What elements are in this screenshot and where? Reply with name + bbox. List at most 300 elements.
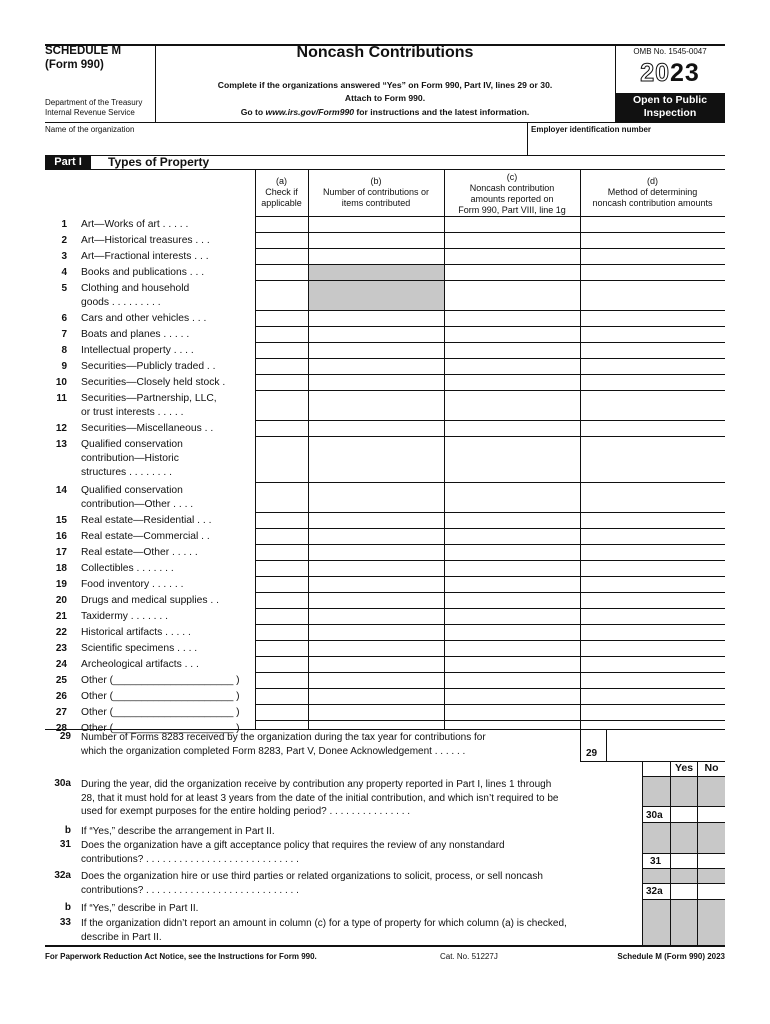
col-d-letter: (d): [647, 176, 658, 186]
check-cell[interactable]: [256, 359, 308, 374]
row-label-line: Historical artifacts . . . . .: [81, 627, 191, 638]
row-label-line: Intellectual property . . . .: [81, 345, 194, 356]
row-label: [81, 360, 253, 374]
q33-line-1: If the organization didn’t report an amount in column (c) for a type of property for which column (a) is checked,: [81, 918, 567, 929]
row-label-line: Food inventory . . . . . .: [81, 579, 184, 590]
row-number: 22: [55, 627, 67, 638]
check-cell[interactable]: [256, 561, 308, 576]
count-cell[interactable]: [309, 577, 444, 592]
amount-cell[interactable]: [445, 421, 580, 436]
q31-yes-box[interactable]: [671, 854, 697, 868]
check-cell[interactable]: [256, 327, 308, 342]
tax-year: [615, 59, 725, 88]
row-label-line: Scientific specimens . . . .: [81, 643, 198, 654]
row-number: 18: [55, 563, 67, 574]
department-label: [45, 98, 155, 118]
row-label: [81, 562, 253, 576]
q32a-box-label: 32a: [646, 886, 663, 897]
row-number: 9: [61, 361, 67, 372]
schedule-name: SCHEDULE M: [45, 45, 122, 57]
form-name: (Form 990): [45, 59, 104, 71]
row-label-line: Other (_____________________ ): [81, 691, 240, 702]
row-label: [81, 266, 253, 280]
form-instructions: [170, 79, 600, 105]
row-label: [81, 642, 253, 656]
check-cell[interactable]: [256, 721, 308, 729]
check-cell[interactable]: [256, 593, 308, 608]
row-label: [81, 282, 253, 310]
count-cell[interactable]: [309, 657, 444, 672]
row-label-line: Other (_____________________ ): [81, 675, 240, 686]
count-cell[interactable]: [309, 233, 444, 248]
ein-label: Employer identification number: [531, 125, 652, 134]
open-to-public-badge: [615, 93, 725, 122]
amount-cell[interactable]: [445, 657, 580, 672]
amount-cell[interactable]: [445, 625, 580, 640]
row-number: 11: [56, 393, 67, 404]
check-cell[interactable]: [256, 689, 308, 704]
shaded-no-30b: [698, 823, 725, 839]
q32a-line-2: contributions? . . . . . . . . . . . . . . . . . . . . . . . . . . . .: [81, 884, 299, 896]
footer-rule: [45, 945, 725, 947]
part1-title-rule: [45, 169, 725, 170]
line29-number: 29: [59, 731, 71, 742]
check-cell[interactable]: [256, 281, 308, 310]
row-number: 20: [55, 595, 67, 606]
line29-input[interactable]: [607, 731, 724, 759]
count-cell[interactable]: [309, 673, 444, 688]
q32a-number: 32a: [54, 870, 71, 881]
row-number: 1: [61, 219, 67, 230]
col-c-line-1: Noncash contribution: [469, 183, 555, 193]
row-label: [81, 530, 253, 544]
org-name-field[interactable]: [45, 135, 525, 153]
row-label-line: Art—Works of art . . . . .: [81, 219, 189, 230]
q30b-text: If “Yes,” describe the arrangement in Part II.: [81, 826, 275, 837]
count-cell[interactable]: [309, 343, 444, 358]
method-cell[interactable]: [581, 657, 725, 672]
row-label: [81, 546, 253, 560]
shaded-label-32a-top: [643, 869, 670, 883]
method-cell[interactable]: [581, 281, 725, 310]
col-d-line-2: noncash contribution amounts: [592, 198, 713, 208]
line29-box-label: 29: [586, 748, 598, 759]
row-label: [81, 706, 253, 720]
count-cell[interactable]: [309, 721, 444, 729]
col-c-header: [444, 172, 580, 216]
q30a-box-label: 30a: [646, 810, 663, 821]
amount-cell[interactable]: [445, 513, 580, 528]
row-label: [81, 626, 253, 640]
method-cell[interactable]: [581, 217, 725, 232]
row-label-line: Real estate—Commercial . .: [81, 531, 210, 542]
count-cell[interactable]: [309, 513, 444, 528]
check-cell[interactable]: [256, 217, 308, 232]
check-cell[interactable]: [256, 483, 308, 512]
check-cell[interactable]: [256, 375, 308, 390]
goto-instructions: [170, 107, 600, 117]
omb-number: OMB No. 1545-0047: [633, 47, 707, 56]
count-cell[interactable]: [309, 545, 444, 560]
check-cell[interactable]: [256, 311, 308, 326]
count-cell[interactable]: [309, 249, 444, 264]
check-cell[interactable]: [256, 641, 308, 656]
check-cell[interactable]: [256, 609, 308, 624]
goto-prefix: Go to: [240, 107, 266, 117]
footer-form-id: Schedule M (Form 990) 2023: [617, 952, 725, 961]
row-number: 7: [61, 329, 67, 340]
row-number: 15: [55, 515, 67, 526]
row-label-line: Books and publications . . .: [81, 267, 205, 278]
row-label-line: Real estate—Residential . . .: [81, 515, 212, 526]
row-label: [81, 484, 253, 512]
row-label-line: Art—Fractional interests . . .: [81, 251, 209, 262]
row-number: 21: [55, 611, 67, 622]
row-label-line: Clothing and household: [81, 283, 190, 294]
amount-cell[interactable]: [445, 577, 580, 592]
line29-text: [81, 731, 573, 758]
check-cell[interactable]: [256, 657, 308, 672]
method-cell[interactable]: [581, 421, 725, 436]
row-label: [81, 250, 253, 264]
amount-cell[interactable]: [445, 705, 580, 720]
q33-text: [81, 917, 636, 944]
method-cell[interactable]: [581, 689, 725, 704]
method-cell[interactable]: [581, 673, 725, 688]
q32b-number: b: [64, 902, 71, 913]
row-label: [81, 610, 253, 624]
check-cell[interactable]: [256, 529, 308, 544]
count-cell[interactable]: [309, 359, 444, 374]
amount-cell[interactable]: [445, 673, 580, 688]
check-cell[interactable]: [256, 625, 308, 640]
row-label: [81, 690, 253, 704]
department-line: Department of the Treasury: [45, 98, 143, 107]
amount-cell[interactable]: [445, 375, 580, 390]
amount-cell[interactable]: [445, 529, 580, 544]
row-label-line: Other (_____________________ ): [81, 707, 240, 718]
row-label: [81, 422, 253, 436]
q30a-line-3: used for exempt purposes for the entire holding period? . . . . . . . . . . . . . . .: [81, 806, 411, 817]
row-number: 23: [55, 643, 67, 654]
amount-cell[interactable]: [445, 233, 580, 248]
amount-cell[interactable]: [445, 249, 580, 264]
row-number: 5: [61, 283, 67, 294]
method-cell[interactable]: [581, 437, 725, 482]
q33-line-2: describe in Part II.: [81, 931, 162, 943]
method-cell[interactable]: [581, 233, 725, 248]
part1-title: Types of Property: [108, 155, 210, 169]
amount-cell[interactable]: [445, 721, 580, 729]
count-cell[interactable]: [309, 265, 444, 280]
goto-suffix: for instructions and the latest information.: [354, 107, 530, 117]
col-a-line-2: applicable: [261, 198, 302, 208]
col-c-letter: (c): [506, 172, 518, 182]
header-bottom-rule: [45, 122, 725, 123]
line29-text-2: which the organization completed Form 8283, Part V, Donee Acknowledgement . . . . . .: [81, 745, 466, 757]
count-cell[interactable]: [309, 483, 444, 512]
shaded-yes-31-top: [671, 839, 697, 853]
row-label-line: or trust interests . . . . .: [81, 407, 184, 418]
q32a-no-box[interactable]: [698, 884, 725, 899]
row-label-line: contribution—Other . . . .: [81, 499, 194, 510]
count-cell[interactable]: [309, 529, 444, 544]
amount-cell[interactable]: [445, 311, 580, 326]
row-number: 13: [55, 439, 67, 450]
row-number: 8: [61, 345, 67, 356]
count-cell[interactable]: [309, 281, 444, 310]
method-cell[interactable]: [581, 375, 725, 390]
yes-header: Yes: [674, 762, 694, 774]
no-header: No: [704, 762, 719, 774]
check-cell[interactable]: [256, 673, 308, 688]
method-cell[interactable]: [581, 343, 725, 358]
q30a-yes-box[interactable]: [671, 807, 697, 822]
row-number: 14: [55, 485, 67, 496]
col-b-letter: (b): [370, 176, 382, 186]
row-number: 19: [55, 579, 67, 590]
amount-cell[interactable]: [445, 281, 580, 310]
shaded-label-32b-33: [643, 900, 670, 945]
row-number: 3: [61, 251, 67, 262]
count-cell[interactable]: [309, 217, 444, 232]
q31-box-label: 31: [650, 856, 662, 867]
check-cell[interactable]: [256, 421, 308, 436]
row-label: [81, 392, 253, 420]
method-cell[interactable]: [581, 249, 725, 264]
instruction-line-1: Complete if the organizations answered “Yes” on Form 990, Part IV, lines 29 or 30.: [217, 80, 553, 90]
row-number: 6: [61, 313, 67, 324]
count-cell[interactable]: [309, 421, 444, 436]
count-cell[interactable]: [309, 311, 444, 326]
open-line-2: Inspection: [643, 107, 697, 119]
count-cell[interactable]: [309, 641, 444, 656]
row-label: [81, 344, 253, 358]
check-cell[interactable]: [256, 437, 308, 482]
row-number: 12: [55, 423, 67, 434]
row-label-line: structures . . . . . . . .: [81, 467, 172, 478]
irs-link[interactable]: www.irs.gov/Form990: [265, 107, 355, 117]
amount-cell[interactable]: [445, 217, 580, 232]
count-cell[interactable]: [309, 375, 444, 390]
amount-cell[interactable]: [445, 483, 580, 512]
amount-cell[interactable]: [445, 265, 580, 280]
col-c-line-3: Form 990, Part VIII, line 1g: [458, 205, 566, 215]
amount-cell[interactable]: [445, 609, 580, 624]
check-cell[interactable]: [256, 249, 308, 264]
q31-line-2: contributions? . . . . . . . . . . . . . . . . . . . . . . . . . . . .: [81, 853, 299, 865]
shaded-yes-32a-top: [671, 869, 697, 883]
check-cell[interactable]: [256, 265, 308, 280]
q30a-number: 30a: [54, 778, 71, 789]
method-cell[interactable]: [581, 529, 725, 544]
method-cell[interactable]: [581, 721, 725, 729]
row-label: [81, 438, 253, 480]
check-cell[interactable]: [256, 343, 308, 358]
amount-cell[interactable]: [445, 437, 580, 482]
count-cell[interactable]: [309, 437, 444, 482]
method-cell[interactable]: [581, 513, 725, 528]
row-label-line: Qualified conservation: [81, 485, 183, 496]
method-cell[interactable]: [581, 593, 725, 608]
shaded-no-32a-top: [698, 869, 725, 883]
method-cell[interactable]: [581, 625, 725, 640]
amount-cell[interactable]: [445, 391, 580, 420]
line29-text-1: Number of Forms 8283 received by the organization during the tax year for contributions for: [81, 732, 486, 743]
method-cell[interactable]: [581, 705, 725, 720]
row-label: [81, 658, 253, 672]
row-label: [81, 328, 253, 342]
agency-line: Internal Revenue Service: [45, 108, 135, 117]
check-cell[interactable]: [256, 705, 308, 720]
shaded-label-30a-top: [643, 777, 670, 806]
amount-cell[interactable]: [445, 561, 580, 576]
row-label-line: Real estate—Other . . . . .: [81, 547, 198, 558]
amount-cell[interactable]: [445, 327, 580, 342]
count-cell[interactable]: [309, 689, 444, 704]
ein-field[interactable]: [531, 135, 723, 153]
schedule-label: [45, 44, 155, 72]
row-label: [81, 594, 253, 608]
method-cell[interactable]: [581, 359, 725, 374]
form-title: Noncash Contributions: [296, 44, 474, 61]
row-label-line: Archeological artifacts . . .: [81, 659, 199, 670]
row-number: 16: [55, 531, 67, 542]
shaded-no-31-top: [698, 839, 725, 853]
instruction-line-2: Attach to Form 990.: [344, 93, 426, 103]
col-a-header: [255, 176, 308, 209]
paperwork-notice: For Paperwork Reduction Act Notice, see the Instructions for Form 990.: [45, 952, 317, 961]
row-label-line: Securities—Publicly traded . .: [81, 361, 216, 372]
row-number: 27: [55, 707, 67, 718]
count-cell[interactable]: [309, 327, 444, 342]
col-d-line-1: Method of determining: [607, 187, 698, 197]
row-label-line: Taxidermy . . . . . . .: [81, 611, 168, 622]
org-name-label: Name of the organization: [45, 125, 135, 134]
q32a-box-bottom: [642, 899, 725, 900]
q30a-box-bottom: [642, 822, 725, 823]
row-label: [81, 234, 253, 248]
q33-number: 33: [59, 917, 71, 928]
row-label: [81, 578, 253, 592]
q31-number: 31: [59, 839, 71, 850]
check-cell[interactable]: [256, 233, 308, 248]
row-label-line: Boats and planes . . . . .: [81, 329, 190, 340]
col-a-line-1: Check if: [265, 187, 298, 197]
row-label-line: Art—Historical treasures . . .: [81, 235, 210, 246]
row-label-line: goods . . . . . . . . .: [81, 297, 161, 308]
q30a-text: [81, 778, 636, 819]
row-number: 26: [55, 691, 67, 702]
check-cell[interactable]: [256, 513, 308, 528]
count-cell[interactable]: [309, 391, 444, 420]
row-number: 4: [61, 267, 67, 278]
q30a-no-box[interactable]: [698, 807, 725, 822]
q31-no-box[interactable]: [698, 854, 725, 868]
tax-year-decade: 23: [670, 59, 700, 87]
method-cell[interactable]: [581, 327, 725, 342]
row-label-line: Securities—Closely held stock .: [81, 377, 226, 388]
row-label-line: Cars and other vehicles . . .: [81, 313, 207, 324]
row-number: 25: [55, 675, 67, 686]
row-label-line: contribution—Historic: [81, 453, 179, 464]
method-cell[interactable]: [581, 311, 725, 326]
col-b-header: [308, 176, 444, 209]
open-line-1: Open to Public: [632, 94, 708, 106]
ein-divider: [527, 122, 528, 155]
col-a-letter: (a): [276, 176, 287, 186]
q32a-line-1: Does the organization hire or use third parties or related organizations to solicit, process, or sell noncash: [81, 871, 543, 882]
q30a-line-2: 28, that it must hold for at least 3 years from the date of the initial contribution, and which isn’t required to be: [81, 792, 559, 804]
method-cell[interactable]: [581, 609, 725, 624]
count-cell[interactable]: [309, 609, 444, 624]
row-label-line: Securities—Miscellaneous . .: [81, 423, 214, 434]
method-cell[interactable]: [581, 545, 725, 560]
method-cell[interactable]: [581, 265, 725, 280]
q32a-text: [81, 870, 636, 897]
count-cell[interactable]: [309, 593, 444, 608]
amount-cell[interactable]: [445, 359, 580, 374]
shaded-label-30b: [643, 823, 670, 839]
row-label-line: Collectibles . . . . . . .: [81, 563, 174, 574]
amount-cell[interactable]: [445, 641, 580, 656]
shaded-no-32b-33: [698, 900, 725, 945]
q32a-yes-box[interactable]: [671, 884, 697, 899]
row-label: [81, 376, 253, 390]
row-number: 10: [55, 377, 67, 388]
row-label: [81, 312, 253, 326]
shaded-yes-30a-top: [671, 777, 697, 806]
q30b-number: b: [64, 825, 71, 836]
catalog-number: Cat. No. 51227J: [440, 952, 498, 961]
row-number: 28: [55, 723, 67, 734]
row-number: 24: [55, 659, 67, 670]
method-cell[interactable]: [581, 391, 725, 420]
method-cell[interactable]: [581, 577, 725, 592]
amount-cell[interactable]: [445, 343, 580, 358]
col-c-line-2: amounts reported on: [470, 194, 554, 204]
amount-cell[interactable]: [445, 593, 580, 608]
row-number: 2: [61, 235, 67, 246]
count-cell[interactable]: [309, 705, 444, 720]
check-cell[interactable]: [256, 545, 308, 560]
method-cell[interactable]: [581, 483, 725, 512]
amount-cell[interactable]: [445, 545, 580, 560]
col-b-line-1: Number of contributions or: [322, 187, 430, 197]
check-cell[interactable]: [256, 391, 308, 420]
shaded-yes-30b: [671, 823, 697, 839]
amount-cell[interactable]: [445, 689, 580, 704]
line29-box-left: [580, 729, 581, 761]
method-cell[interactable]: [581, 641, 725, 656]
column-header-rule: [255, 216, 725, 217]
shaded-label-31-top: [643, 839, 670, 853]
q32b-text: If “Yes,” describe in Part II.: [81, 903, 199, 914]
row-label-line: Qualified conservation: [81, 439, 183, 450]
q31-line-1: Does the organization have a gift acceptance policy that requires the review of any nonstandard: [81, 840, 505, 851]
shaded-yes-32b-33: [671, 900, 697, 945]
check-cell[interactable]: [256, 577, 308, 592]
row-label-line: Drugs and medical supplies . .: [81, 595, 219, 606]
q31-box-bottom: [642, 868, 725, 869]
col-b-line-2: items contributed: [341, 198, 411, 208]
count-cell[interactable]: [309, 561, 444, 576]
count-cell[interactable]: [309, 625, 444, 640]
q31-text: [81, 839, 636, 866]
method-cell[interactable]: [581, 561, 725, 576]
row-label-line: Securities—Partnership, LLC,: [81, 393, 217, 404]
row-number: 17: [55, 547, 67, 558]
